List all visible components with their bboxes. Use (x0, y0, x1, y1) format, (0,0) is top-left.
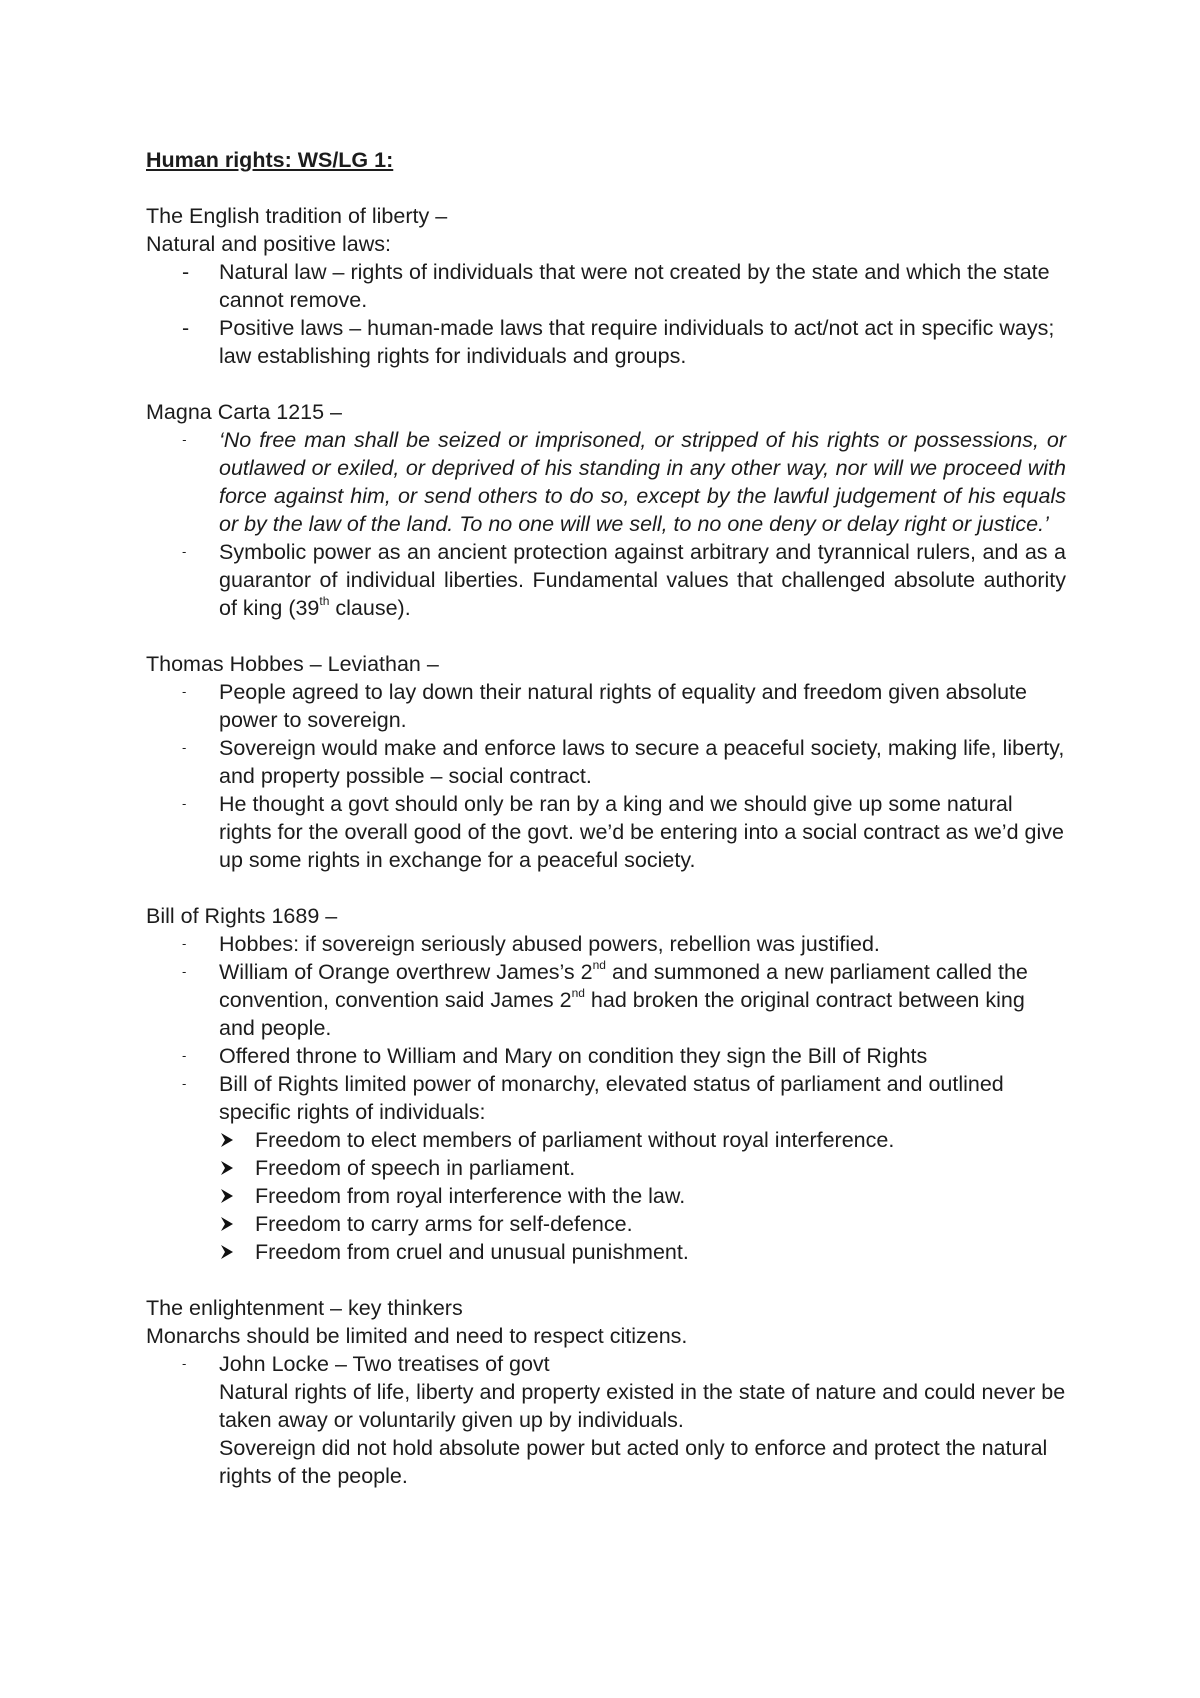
list-item: - He thought a govt should only be ran by a king and we should give up some natural rights for the overall good of the govt. we’d be entering into a social contract as we’d give up some rights in exchange for a peaceful society. (219, 790, 1066, 874)
document-title: Human rights: WS/LG 1: (146, 148, 394, 172)
enlightenment-section (146, 1294, 1066, 1490)
superscript: nd (592, 957, 606, 972)
list-item: - Offered throne to William and Mary on condition they sign the Bill of Rights (219, 1042, 1066, 1070)
list-item (219, 958, 1066, 1042)
william-text-mid: and summoned a new parliament called the convention, convention said James 2 (219, 960, 1028, 1012)
list-item: - Positive laws – human-made laws that require individuals to act/not act in specific ways; law establishing rights for individuals and groups. (219, 314, 1066, 370)
locke-paragraph: Sovereign did not hold absolute power but acted only to enforce and protect the natural rights of the people. (219, 1436, 1048, 1488)
list-item: - Hobbes: if sovereign seriously abused powers, rebellion was justified. (219, 930, 1066, 958)
section-subheading-monarchs: Monarchs should be limited and need to respect citizens. (146, 1324, 688, 1348)
hobbes-section (146, 650, 1066, 874)
freedom-text: Freedom to elect members of parliament without royal interference. (255, 1128, 895, 1152)
enlightenment-list (146, 1350, 1066, 1490)
list-item (219, 538, 1066, 622)
william-text-end: had broken the original contract between king and people. (219, 988, 1025, 1040)
list-item: - Sovereign would make and enforce laws to secure a peaceful society, making life, liberty, and property possible – social contract. (219, 734, 1066, 790)
freedom-item (255, 1126, 1066, 1154)
freedom-text: Freedom from cruel and unusual punishment. (255, 1240, 689, 1264)
locke-title: - John Locke – Two treatises of govt (219, 1352, 550, 1376)
bill-of-rights-section (146, 902, 1066, 1266)
freedom-text: Freedom to carry arms for self-defence. (255, 1212, 633, 1236)
section-heading-hobbes: Thomas Hobbes – Leviathan – (146, 652, 439, 676)
freedom-item (255, 1238, 1066, 1266)
magna-carta-list (146, 426, 1066, 622)
bill-limits-text: Bill of Rights limited power of monarchy, elevated status of parliament and outlined specific rights of individuals: (219, 1072, 1004, 1124)
arrow-bullet-icon (219, 1188, 235, 1204)
section-heading-enlightenment: The enlightenment – key thinkers (146, 1296, 463, 1320)
document-page (146, 146, 1066, 1490)
section-heading-tradition: The English tradition of liberty – (146, 204, 448, 228)
freedom-text: Freedom of speech in parliament. (255, 1156, 576, 1180)
list-item (219, 1350, 1066, 1490)
section-heading-bill-of-rights: Bill of Rights 1689 – (146, 904, 338, 928)
arrow-bullet-icon (219, 1160, 235, 1176)
laws-list (146, 258, 1066, 370)
list-item: - People agreed to lay down their natural rights of equality and freedom given absolute power to sovereign. (219, 678, 1066, 734)
hobbes-list (146, 678, 1066, 874)
freedoms-list (219, 1126, 1066, 1266)
locke-paragraph: Natural rights of life, liberty and property existed in the state of nature and could never be taken away or voluntarily given up by individuals. (219, 1380, 1066, 1432)
superscript: nd (571, 985, 585, 1000)
symbolic-text-end: clause). (329, 596, 411, 620)
freedom-item (255, 1154, 1066, 1182)
list-item (219, 1070, 1066, 1266)
freedom-item (255, 1210, 1066, 1238)
magna-carta-section (146, 398, 1066, 622)
symbolic-text: Symbolic power as an ancient protection against arbitrary and tyrannical rulers, and as a guarantor of individual liberties. Fundamental values that challenged absolute authority of king (39 (219, 540, 1066, 620)
superscript: th (319, 593, 330, 608)
arrow-bullet-icon (219, 1216, 235, 1232)
arrow-bullet-icon (219, 1132, 235, 1148)
freedom-item (255, 1182, 1066, 1210)
william-text: William of Orange overthrew James’s 2 (219, 960, 593, 984)
bill-of-rights-list (146, 930, 1066, 1266)
section-subheading-laws: Natural and positive laws: (146, 232, 391, 256)
list-item: - Natural law – rights of individuals that were not created by the state and which the state cannot remove. (219, 258, 1066, 314)
magna-carta-quote: - ‘No free man shall be seized or imprisoned, or stripped of his rights or possessions, or outlawed or exiled, or deprived of his standing in any other way, nor will we proceed with force against him, or send others to do so, except by the lawful judgement of his equals or by the law of the land. To no one will we sell, to no one deny or delay right or justice.’ (219, 426, 1066, 538)
section-heading-magna-carta: Magna Carta 1215 – (146, 400, 343, 424)
freedom-text: Freedom from royal interference with the law. (255, 1184, 686, 1208)
arrow-bullet-icon (219, 1244, 235, 1260)
